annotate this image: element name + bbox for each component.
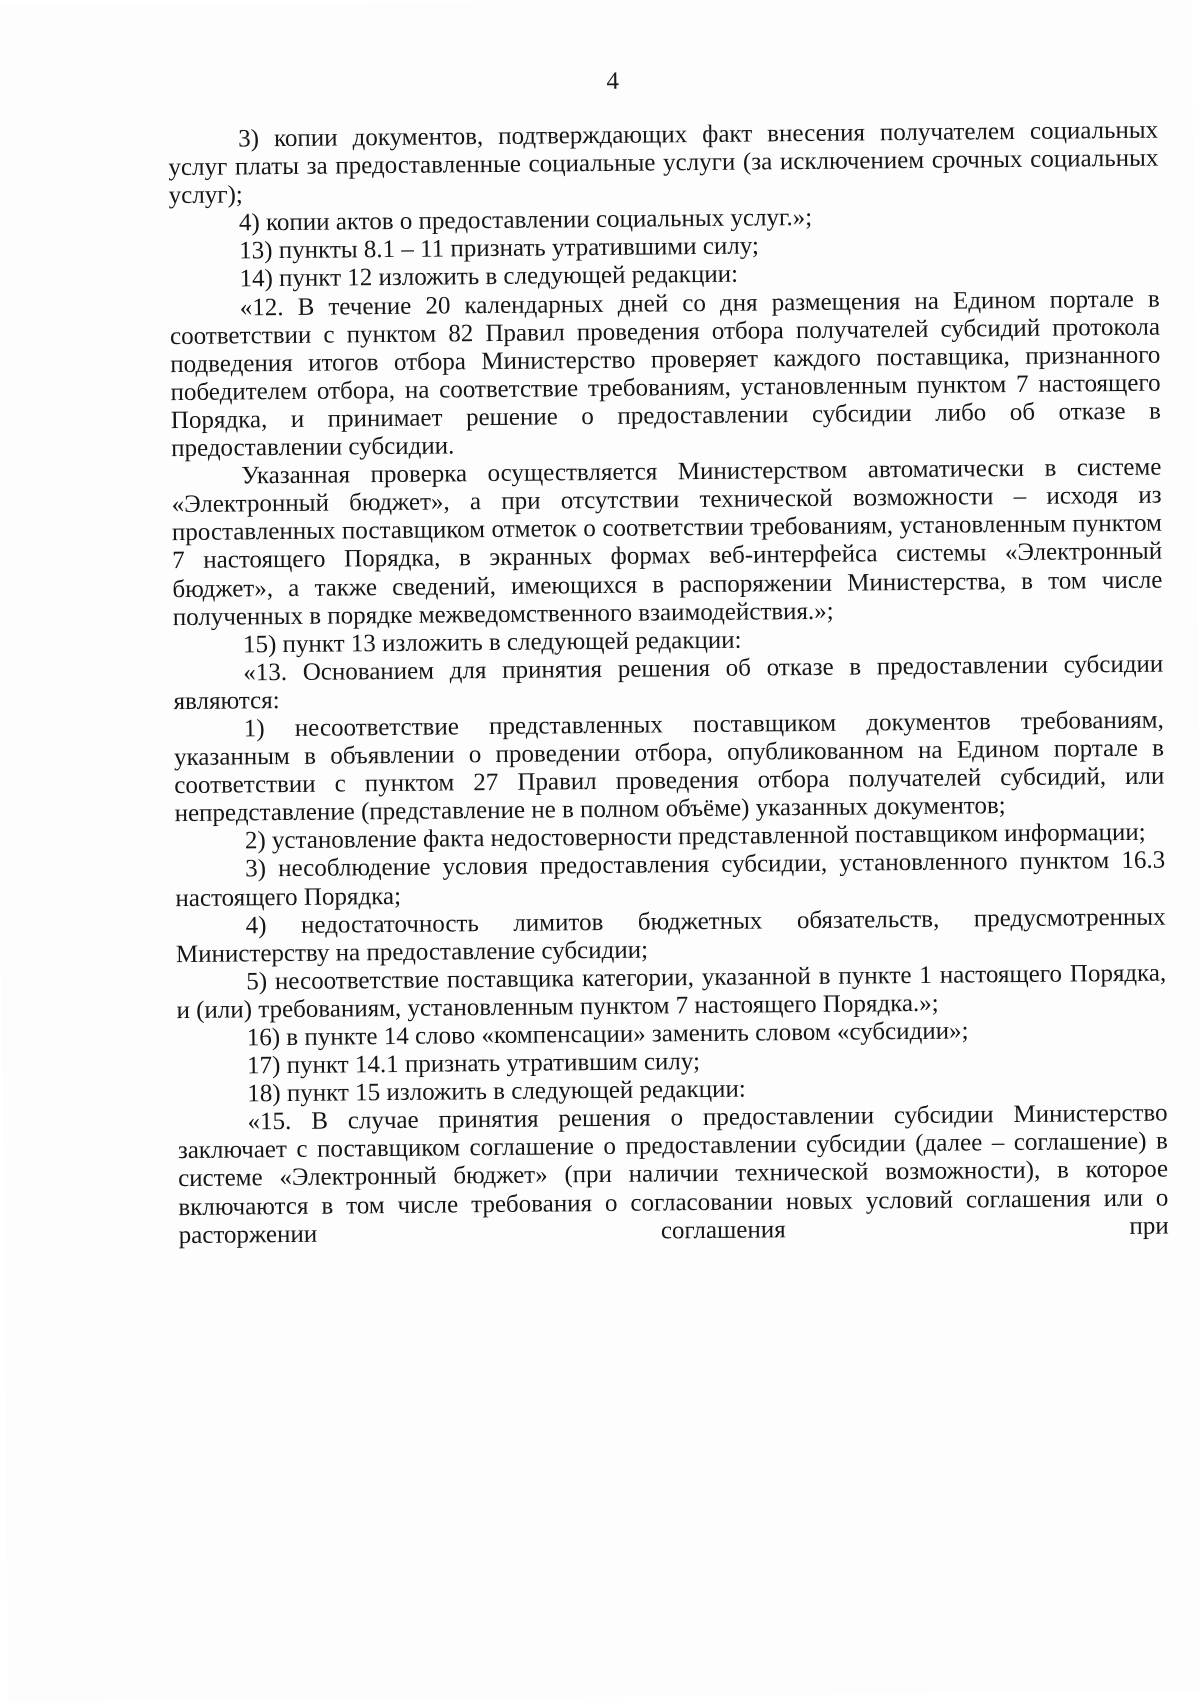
paragraph-amendment-18: 18) пункт 15 изложить в следующей редакции: [247, 1075, 746, 1108]
paragraph-amendment-15: 15) пункт 13 изложить в следующей редакции: [242, 626, 742, 659]
paragraph-verification: Указанная проверка осуществляется Министерством автоматически в системе «Электронный бюджет», а при отсутствии технической возможности – исходя из проставленных поставщиком отметок о соответствии требованиям, установленным пунктом 7 настоящего Порядка, в экранных формах веб-интерфейса системы «Электронный бюджет», а также сведений, имеющихся в распоряжении Министерства, в том числе полученных в порядке межведомственного взаимодействия.»; [171, 453, 1163, 631]
paragraph-item-3-copies-payment: 3) копии документов, подтверждающих факт внесения получателем социальных услуг платы за предоставленные социальные услуги (за исключением срочных социальных услуг); [168, 116, 1159, 210]
paragraph-ground-5: 5) несоответствие поставщика категории, указанной в пункте 1 настоящего Порядка, и (или) требованиям, установленным пунктом 7 настоящего Порядка.»; [176, 959, 1167, 1024]
paragraph-clause-13: «13. Основанием для принятия решения об отказе в предоставлении субсидии являются: [173, 650, 1164, 715]
paragraph-clause-12: «12. В течение 20 календарных дней со дня размещения на Едином портале в соответствии с пунктом 82 Правил проведения отбора получателей субсидий протокола подведения итогов отбора Министерство проверяет каждого поставщика, признанного победителем отбора, на соответствие требованиям, установленным пунктом 7 настоящего Порядка, и принимает решение о предоставлении субсидии либо об отказе в предоставлении субсидии. [169, 285, 1161, 463]
document-body [168, 117, 1169, 1250]
paragraph-clause-15: «15. В случае принятия решения о предоставлении субсидии Министерство заключает с поставщиком соглашение о предоставлении субсидии (далее – соглашение) в системе «Электронный бюджет» (при наличии технической возможности), в которое включаются в том числе требования о согласовании новых условий соглашения или о расторжении соглашения при [177, 1099, 1169, 1249]
paragraph-amendment-16: 16) в пункте 14 слово «компенсации» заменить словом «субсидии»; [246, 1017, 969, 1052]
page-number: 4 [606, 67, 620, 95]
paragraph-ground-3: 3) несоблюдение условия предоставления субсидии, установленного пунктом 16.3 настоящего Порядка; [175, 847, 1166, 912]
paragraph-ground-2: 2) установление факта недостоверности представленной поставщиком информации; [244, 819, 1146, 855]
paragraph-ground-4: 4) недостаточность лимитов бюджетных обязательств, предусмотренных Министерству на предоставление субсидии; [175, 903, 1166, 968]
paragraph-item-4-copies-acts: 4) копии актов о предоставлении социальных услуг.»; [238, 204, 813, 237]
paragraph-amendment-14: 14) пункт 12 изложить в следующей редакции: [239, 261, 739, 293]
paragraph-ground-1: 1) несоответствие представленных поставщиком документов требованиям, указанным в объявлении о проведении отбора, опубликованном на Едином портале в соответствии с пунктом 27 Правил проведения отбора получателей субсидий, или непредставление (представление не в полном объёме) указанных документов; [173, 706, 1165, 828]
paragraph-amendment-17: 17) пункт 14.1 признать утратившим силу; [246, 1048, 701, 1080]
paragraph-amendment-13: 13) пункты 8.1 – 11 признать утратившими силу; [239, 232, 760, 265]
